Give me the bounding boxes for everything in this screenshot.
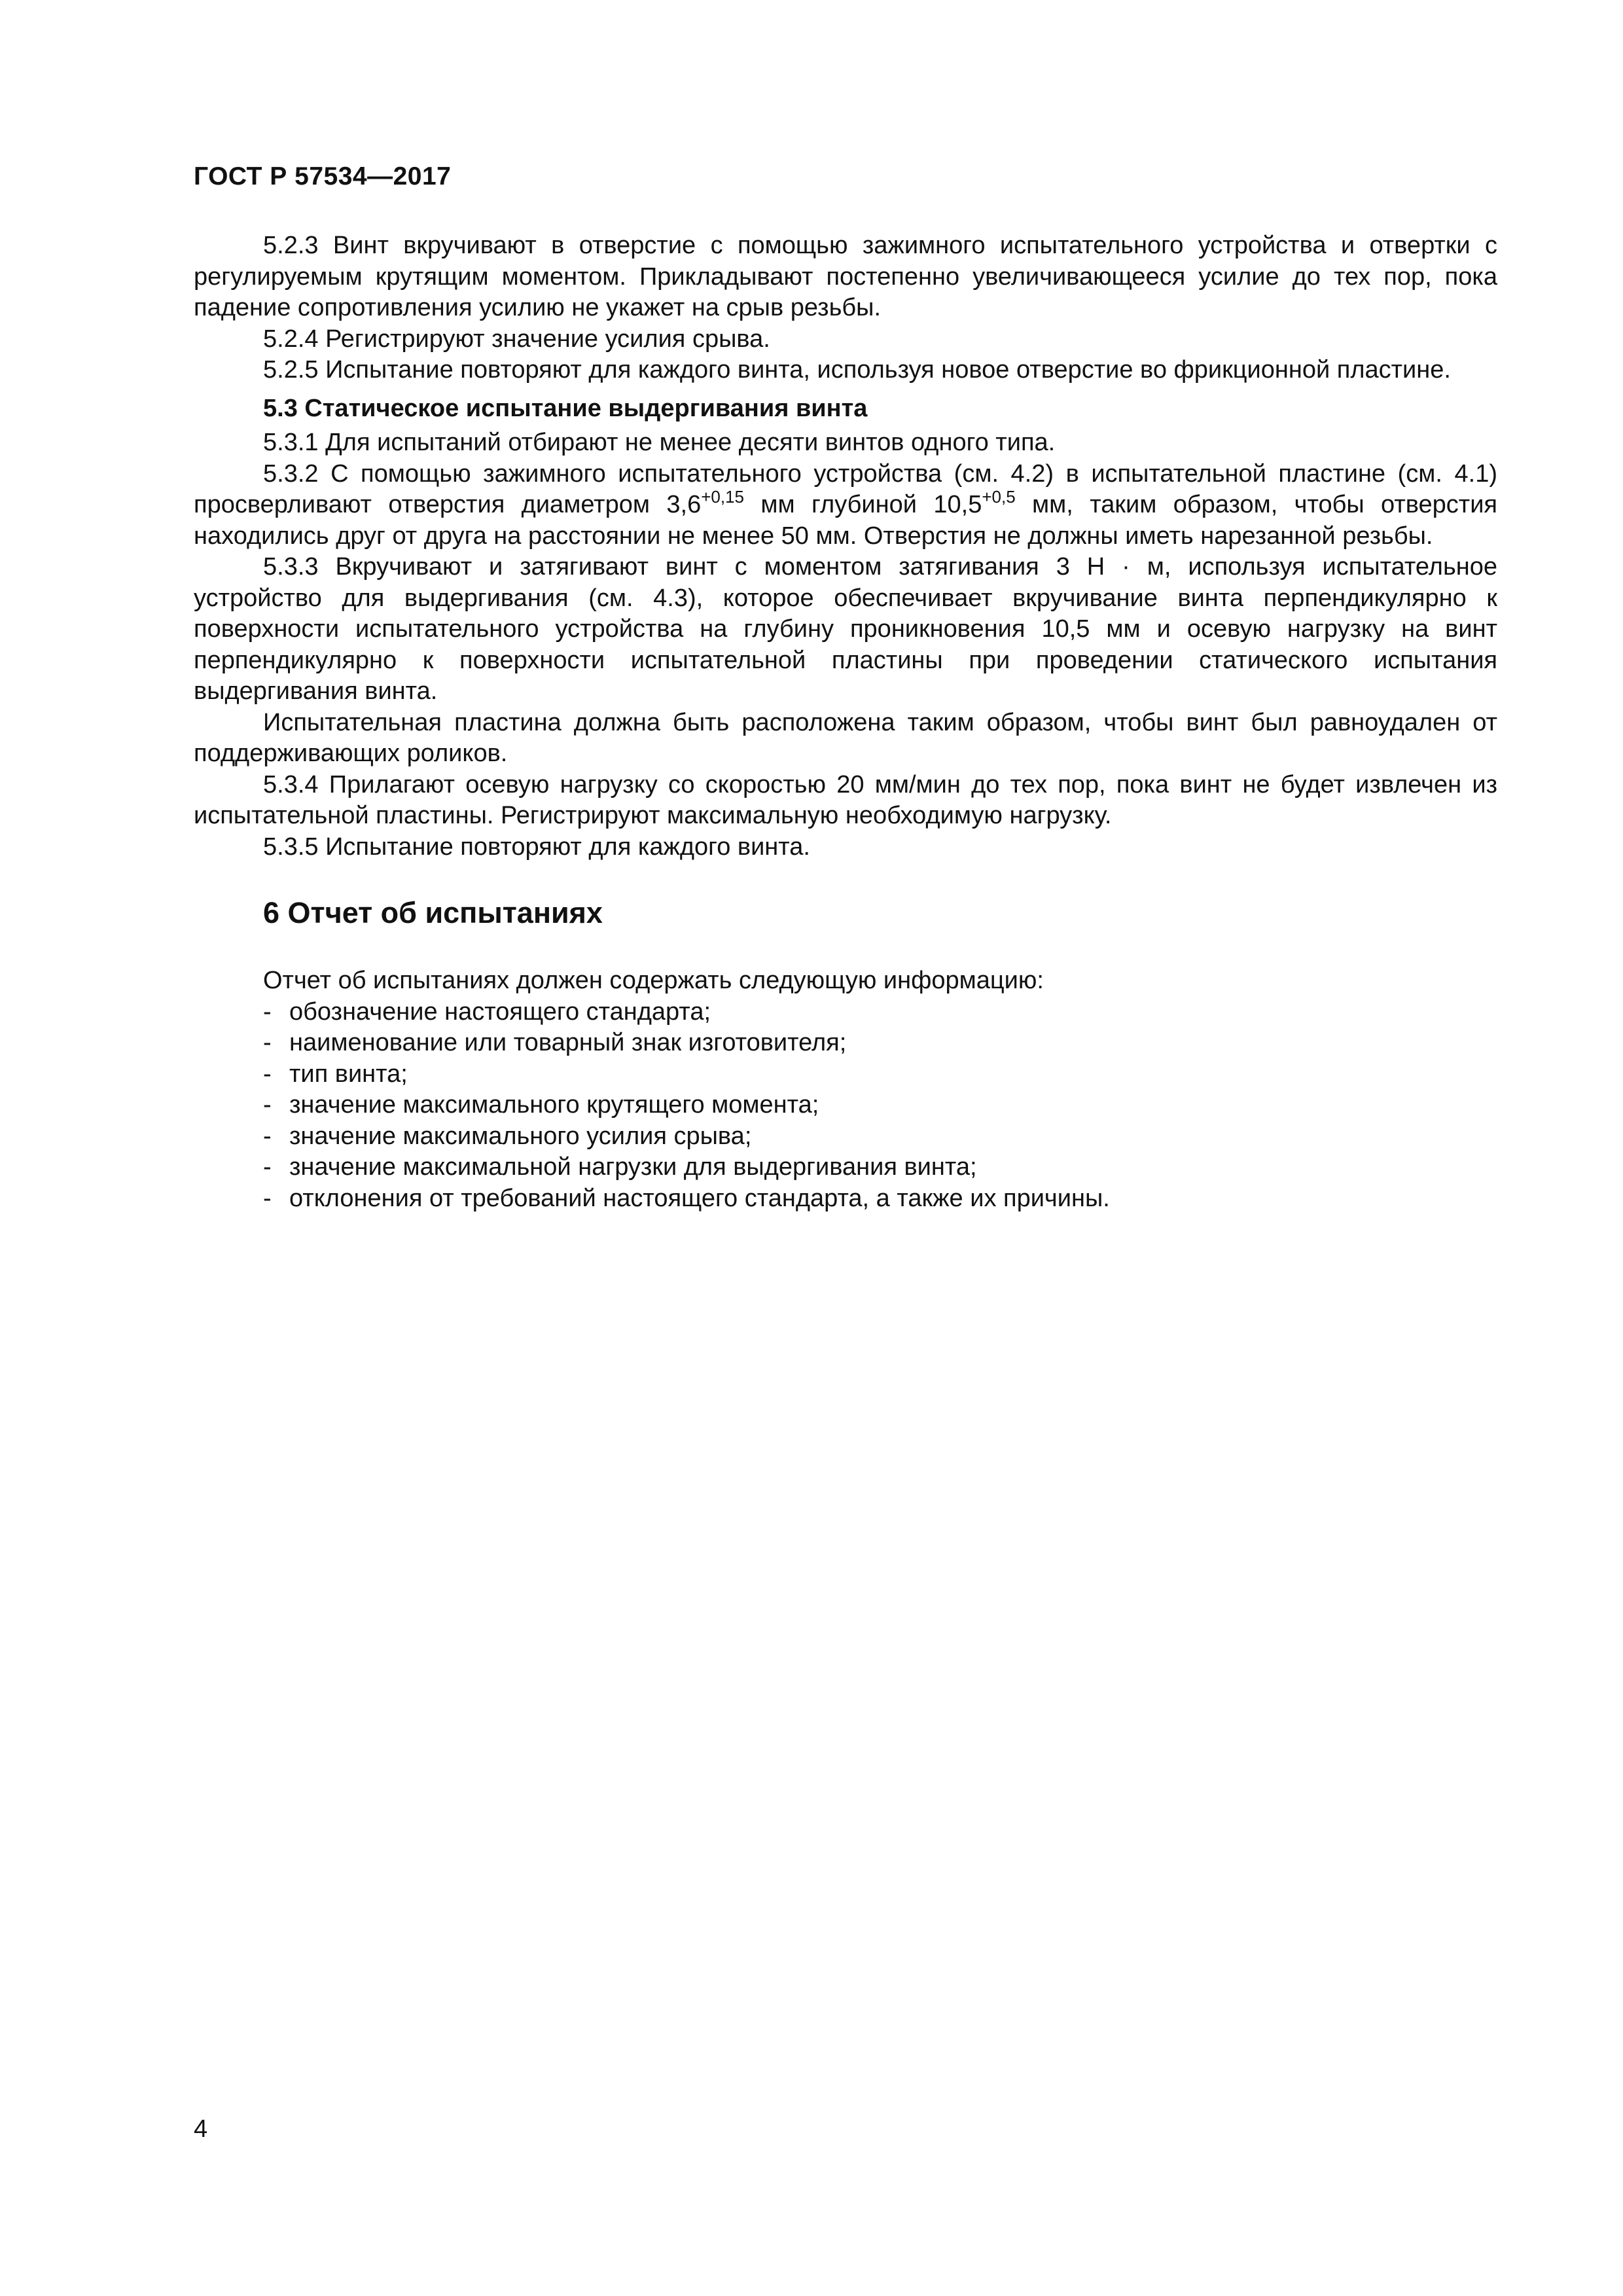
- clause-5-2-5: 5.2.5 Испытание повторяют для каждого винта, используя новое отверстие во фрикционной пластине.: [263, 356, 1451, 384]
- section-6-intro: Отчет об испытаниях должен содержать следующую информацию:: [263, 967, 1044, 994]
- document-body: [194, 230, 1497, 1214]
- clause-5-3-2: [194, 459, 1497, 552]
- document-header: ГОСТ Р 57534—2017: [194, 162, 452, 190]
- report-requirements-list: [194, 997, 1497, 1215]
- clause-5-3-1: 5.3.1 Для испытаний отбирают не менее десяти винтов одного типа.: [263, 429, 1056, 456]
- subsection-heading-5-3: 5.3 Статическое испытание выдергивания винта: [263, 394, 868, 422]
- list-item: - наименование или товарный знак изготовителя;: [263, 1028, 1497, 1059]
- clause-5-2-3: 5.2.3 Винт вкручивают в отверстие с помощью зажимного испытательного устройства и отвертки с регулируемым крутящим моментом. Прикладывают постепенно увеличивающееся усилие до тех пор, пока падение сопротивления усилию не укажет на срыв резьбы.: [194, 232, 1497, 321]
- list-item: - отклонения от требований настоящего стандарта, а также их причины.: [263, 1183, 1497, 1215]
- tolerance-diameter: +0,15: [701, 487, 744, 507]
- clause-5-3-5: 5.3.5 Испытание повторяют для каждого винта.: [263, 833, 810, 861]
- clause-5-3-2-part1: 5.3.2 С помощью зажимного испытательного устройства (см. 4.2) в испытательной пластине (см. 4.1) просверливают отверстия диаметром 3,6: [194, 459, 1497, 518]
- clause-5-2-4: 5.2.4 Регистрируют значение усилия срыва.: [263, 325, 770, 353]
- list-item: - тип винта;: [263, 1059, 1497, 1090]
- list-item: - значение максимальной нагрузки для выдергивания винта;: [263, 1152, 1497, 1183]
- clause-5-3-3: 5.3.3 Вкручивают и затягивают винт с моментом затягивания 3 Н · м, используя испытательное устройство для выдергивания (см. 4.3), которое обеспечивает вкручивание винта перпендикулярно к поверхности испытательного устройства на глубину проникновения 10,5 мм и осевую нагрузку на винт перпендикулярно к поверхности испытательной пластины при проведении статического испытания выдергивания винта.: [194, 553, 1497, 705]
- section-heading-6: 6 Отчет об испытаниях: [263, 896, 603, 929]
- list-item: - обозначение настоящего стандарта;: [263, 997, 1497, 1028]
- page-number: 4: [194, 2115, 208, 2143]
- tolerance-depth: +0,5: [982, 487, 1016, 507]
- list-item: - значение максимального крутящего момента;: [263, 1090, 1497, 1121]
- clause-5-3-3-note: Испытательная пластина должна быть расположена таким образом, чтобы винт был равноудален от поддерживающих роликов.: [194, 708, 1497, 767]
- list-item: - значение максимального усилия срыва;: [263, 1121, 1497, 1153]
- clause-5-3-4: 5.3.4 Прилагают осевую нагрузку со скоростью 20 мм/мин до тех пор, пока винт не будет извлечен из испытательной пластины. Регистрируют максимальную необходимую нагрузку.: [194, 770, 1497, 829]
- clause-5-3-2-part3: мм, таким образом, чтобы отверстия находились друг от друга на расстоянии не менее 50 мм. Отверстия не должны иметь нарезанной резьбы.: [194, 491, 1497, 550]
- clause-5-3-2-part2: мм глубиной 10,5: [744, 491, 982, 518]
